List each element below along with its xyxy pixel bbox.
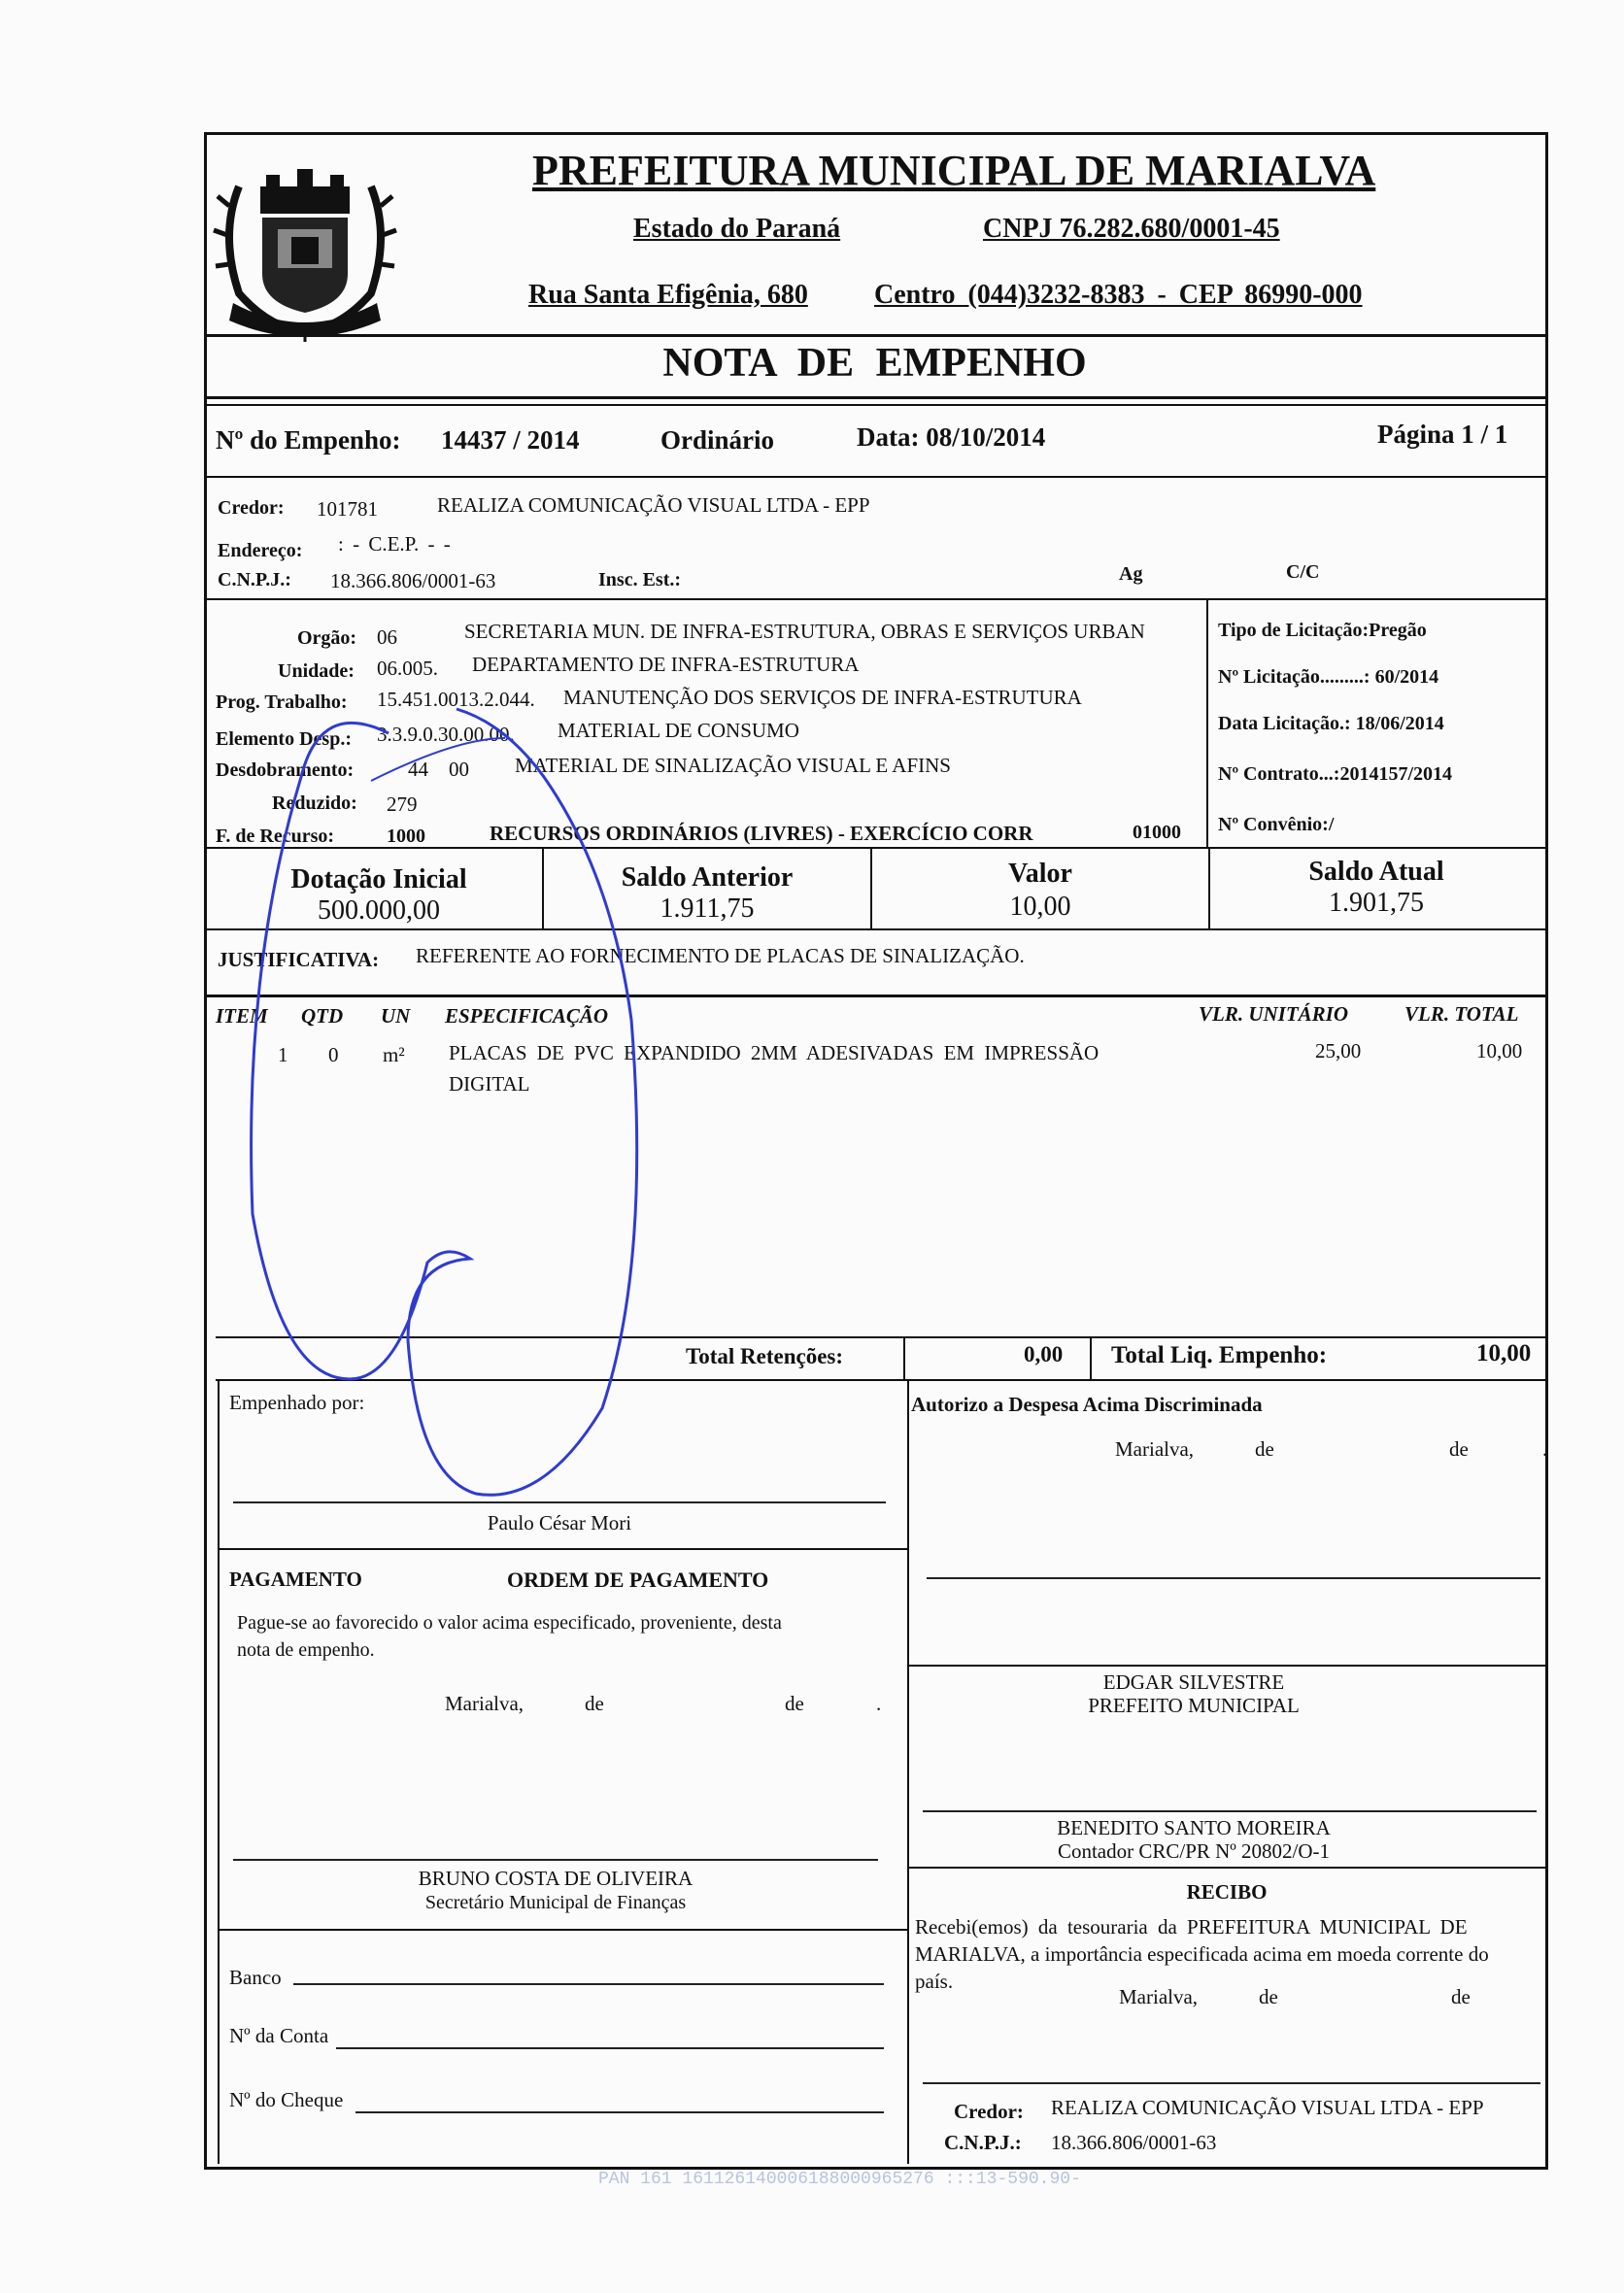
- recibo-cnpj-label: C.N.P.J.:: [944, 2131, 1022, 2154]
- pagamento-texto-line2: nota de empenho.: [237, 1639, 375, 1661]
- credor-cnpj-label: C.N.P.J.:: [218, 569, 291, 590]
- cheque-label: Nº do Cheque: [229, 2088, 344, 2111]
- credor-name: REALIZA COMUNICAÇÃO VISUAL LTDA - EPP: [437, 493, 870, 517]
- municipality-contact: Centro (044)3232-8383 - CEP 86990-000: [874, 280, 1363, 310]
- secretario-nome: BRUNO COSTA DE OLIVEIRA: [418, 1867, 694, 1890]
- fonte-recurso-label: F. de Recurso:: [216, 826, 335, 847]
- desdobramento-desc: MATERIAL DE SINALIZAÇÃO VISUAL E AFINS: [515, 754, 951, 777]
- endereco-value: : - C.E.P. - -: [338, 532, 451, 556]
- autorizo-de-1: de: [1255, 1437, 1274, 1461]
- col-header-vlr-total: VLR. TOTAL: [1404, 1002, 1519, 1026]
- pagamento-label: PAGAMENTO: [229, 1568, 362, 1591]
- contador-cargo: Contador CRC/PR Nº 20802/O-1: [1057, 1839, 1331, 1863]
- secretario-cargo: Secretário Municipal de Finanças: [424, 1892, 687, 1913]
- saldo-anterior-value: 1.911,75: [660, 894, 755, 924]
- numero-contrato: Nº Contrato...:2014157/2014: [1218, 763, 1453, 785]
- orgao-label: Orgão:: [297, 627, 357, 649]
- item-vlr-total: 10,00: [1476, 1039, 1523, 1062]
- saldo-anterior-label: Saldo Anterior: [621, 862, 794, 893]
- total-retencoes-value: 0,00: [1024, 1342, 1064, 1366]
- ordem-pagamento-title: ORDEM DE PAGAMENTO: [507, 1568, 769, 1592]
- prefeito-cargo: PREFEITO MUNICIPAL: [1088, 1694, 1300, 1717]
- prefeito-nome: EDGAR SILVESTRE: [1102, 1670, 1285, 1694]
- item-spec-line1: PLACAS DE PVC EXPANDIDO 2MM ADESIVADAS EM IMPRESSÃO: [449, 1041, 1100, 1064]
- credor-code: 101781: [317, 497, 378, 521]
- recibo-texto-line1: Recebi(emos) da tesouraria da PREFEITURA MUNICIPAL DE: [915, 1915, 1468, 1939]
- pagamento-local: Marialva,: [445, 1692, 524, 1715]
- recibo-dot: .: [1544, 1985, 1550, 2008]
- data-licitacao: Data Licitação.: 18/06/2014: [1218, 713, 1444, 734]
- pagamento-de-1: de: [585, 1692, 604, 1715]
- prog-trabalho-label: Prog. Trabalho:: [216, 691, 348, 713]
- footer-stamp: PAN 161 161126140006188000965276 :::13-590.90-: [598, 2170, 1081, 2189]
- desdobramento-code: 44: [408, 758, 428, 781]
- elemento-desp-label: Elemento Desp.:: [216, 728, 352, 750]
- reduzido-label: Reduzido:: [272, 792, 357, 814]
- conta-label: Nº da Conta: [229, 2024, 329, 2047]
- autorizo-label: Autorizo a Despesa Acima Discriminada: [911, 1393, 1263, 1416]
- elemento-desp-desc: MATERIAL DE CONSUMO: [558, 719, 799, 742]
- item-un: m²: [383, 1043, 405, 1066]
- col-header-item: ITEM: [216, 1004, 268, 1028]
- numero-convenio: Nº Convênio:/: [1218, 814, 1335, 835]
- recibo-credor-nome: REALIZA COMUNICAÇÃO VISUAL LTDA - EPP: [1051, 2096, 1484, 2119]
- recibo-cnpj-value: 18.366.806/0001-63: [1051, 2131, 1217, 2154]
- recibo-de-2: de: [1451, 1985, 1471, 2008]
- item-spec-line2: DIGITAL: [449, 1072, 530, 1096]
- recibo-de-1: de: [1259, 1985, 1278, 2008]
- valor-label: Valor: [1008, 859, 1072, 889]
- insc-est-label: Insc. Est.:: [598, 569, 682, 590]
- autorizo-dot: .: [1542, 1437, 1548, 1461]
- recibo-texto-line3: país.: [915, 1970, 954, 1993]
- total-liquido-value: 10,00: [1476, 1340, 1532, 1366]
- banco-label: Banco: [229, 1966, 282, 1989]
- agencia-label: Ag: [1119, 563, 1143, 585]
- empenhado-por-label: Empenhado por:: [229, 1391, 365, 1414]
- prog-trabalho-desc: MANUTENÇÃO DOS SERVIÇOS DE INFRA-ESTRUTURA: [563, 686, 1082, 709]
- justificativa-text: REFERENTE AO FORNECIMENTO DE PLACAS DE SINALIZAÇÃO.: [416, 944, 1025, 967]
- unidade-desc: DEPARTAMENTO DE INFRA-ESTRUTURA: [472, 653, 860, 676]
- dotacao-inicial-value: 500.000,00: [318, 895, 440, 926]
- desdobramento-label: Desdobramento:: [216, 759, 355, 781]
- credor-label: Credor:: [218, 497, 285, 519]
- municipality-title: PREFEITURA MUNICIPAL DE MARIALVA: [532, 147, 1376, 194]
- autorizo-local: Marialva,: [1115, 1437, 1195, 1461]
- recibo-local: Marialva,: [1119, 1985, 1199, 2008]
- item-vlr-unitario: 25,00: [1315, 1039, 1362, 1062]
- credor-cnpj: 18.366.806/0001-63: [330, 569, 496, 592]
- prog-trabalho-code: 15.451.0013.2.044.: [377, 688, 535, 711]
- valor-value: 10,00: [1009, 892, 1071, 922]
- pagamento-de-2: de: [785, 1692, 804, 1715]
- state-label: Estado do Paraná: [633, 214, 841, 244]
- saldo-atual-value: 1.901,75: [1329, 888, 1424, 918]
- saldo-atual-label: Saldo Atual: [1308, 857, 1444, 887]
- tipo-licitacao: Tipo de Licitação:Pregão: [1218, 620, 1427, 641]
- recibo-title: RECIBO: [1186, 1880, 1268, 1904]
- orgao-code: 06: [377, 625, 397, 649]
- empenho-type: Ordinário: [660, 425, 775, 455]
- justificativa-label: JUSTIFICATIVA:: [218, 948, 380, 971]
- pagamento-dot: .: [876, 1692, 882, 1715]
- item-number: 1: [278, 1043, 288, 1066]
- endereco-label: Endereço:: [218, 540, 303, 561]
- empenho-number: 14437 / 2014: [441, 425, 580, 455]
- total-liquido-label: Total Liq. Empenho:: [1111, 1342, 1328, 1368]
- col-header-qtd: QTD: [301, 1004, 344, 1028]
- empenho-number-label: Nº do Empenho:: [216, 425, 401, 455]
- municipality-cnpj: CNPJ 76.282.680/0001-45: [983, 214, 1280, 244]
- pagamento-texto-line1: Pague-se ao favorecido o valor acima especificado, proveniente, desta: [237, 1612, 782, 1634]
- empenho-date: Data: 08/10/2014: [857, 422, 1046, 452]
- unidade-label: Unidade:: [278, 660, 355, 682]
- total-retencoes-label: Total Retenções:: [686, 1344, 844, 1368]
- contador-nome: BENEDITO SANTO MOREIRA: [1057, 1816, 1331, 1839]
- reduzido-value: 279: [387, 792, 418, 816]
- unidade-code: 06.005.: [377, 657, 438, 680]
- fonte-recurso-code: 1000: [387, 826, 425, 847]
- autorizo-de-2: de: [1449, 1437, 1469, 1461]
- desdobramento-subcode: 00: [449, 758, 469, 781]
- recibo-texto-line2: MARIALVA, a importância especificada acima em moeda corrente do: [915, 1942, 1489, 1966]
- empenhado-por-name: Paulo César Mori: [487, 1511, 632, 1534]
- elemento-desp-code: 3.3.9.0.30.00.00.: [377, 723, 515, 746]
- item-qtd: 0: [328, 1043, 339, 1066]
- recibo-credor-label: Credor:: [954, 2100, 1024, 2123]
- page-indicator: Página 1 / 1: [1377, 420, 1508, 449]
- conta-corrente-label: C/C: [1286, 561, 1320, 583]
- col-header-un: UN: [381, 1004, 411, 1028]
- fonte-recurso-code2: 01000: [1133, 822, 1181, 843]
- col-header-especificacao: ESPECIFICAÇÃO: [445, 1004, 609, 1028]
- document-title: NOTA DE EMPENHO: [662, 341, 1087, 386]
- numero-licitacao: Nº Licitação.........: 60/2014: [1218, 666, 1439, 688]
- dotacao-inicial-label: Dotação Inicial: [290, 864, 467, 894]
- fonte-recurso-desc: RECURSOS ORDINÁRIOS (LIVRES) - EXERCÍCIO CORR: [490, 822, 1033, 845]
- col-header-vlr-unitario: VLR. UNITÁRIO: [1199, 1002, 1349, 1026]
- orgao-desc: SECRETARIA MUN. DE INFRA-ESTRUTURA, OBRAS E SERVIÇOS URBAN: [464, 620, 1145, 643]
- municipality-address: Rua Santa Efigênia, 680: [528, 280, 808, 310]
